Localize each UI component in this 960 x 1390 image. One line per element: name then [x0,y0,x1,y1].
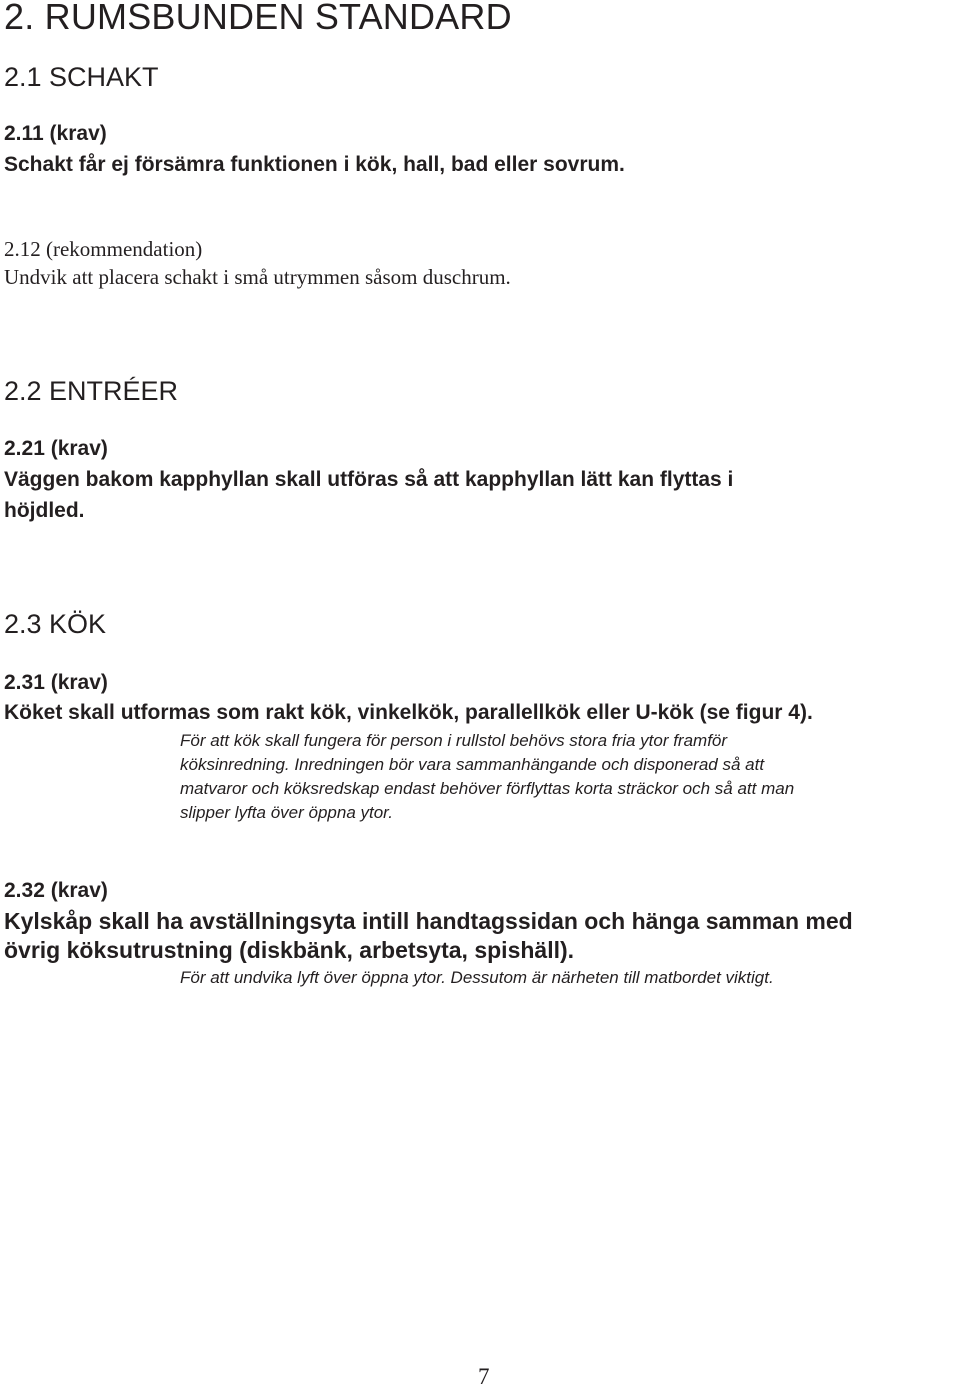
section-heading-kok: 2.3 KÖK [4,609,107,639]
page-number: 7 [478,1364,490,1389]
req-2-32-text-line1: Kylskåp skall ha avställningsyta intill handtagssidan och hänga samman med [4,908,853,934]
req-2-32-note: För att undvika lyft över öppna ytor. Dessutom är närheten till matbordet viktigt. [180,968,774,987]
section-heading-entreer: 2.2 ENTRÉER [4,376,179,406]
req-2-21-text-line1: Väggen bakom kapphyllan skall utföras så att kapphyllan lätt kan flyttas i [4,468,734,491]
req-2-31-label: 2.31 (krav) [4,671,108,694]
req-2-31-note-line2: köksinredning. Inredningen bör vara sammanhängande och disponerad så att [180,755,765,774]
req-2-11-label: 2.11 (krav) [4,122,107,145]
rec-2-12-text: Undvik att placera schakt i små utrymmen såsom duschrum. [4,265,511,289]
req-2-32-label: 2.32 (krav) [4,879,108,902]
main-heading: 2. RUMSBUNDEN STANDARD [4,0,512,37]
req-2-21-text-line2: höjdled. [4,499,85,522]
req-2-31-text: Köket skall utformas som rakt kök, vinkelkök, parallellkök eller U-kök (se figur 4). [4,701,813,724]
req-2-31-note-line4: slipper lyfta över öppna ytor. [180,803,393,822]
req-2-11-text: Schakt får ej försämra funktionen i kök, hall, bad eller sovrum. [4,153,625,176]
req-2-21-label: 2.21 (krav) [4,437,108,460]
rec-2-12-label: 2.12 (rekommendation) [4,237,203,261]
section-heading-schakt: 2.1 SCHAKT [4,62,159,92]
req-2-32-text-line2: övrig köksutrustning (diskbänk, arbetsyta, spishäll). [4,937,575,963]
req-2-31-note-line3: matvaror och köksredskap endast behöver förflyttas korta sträckor och så att man [180,779,795,798]
req-2-31-note-line1: För att kök skall fungera för person i rullstol behövs stora fria ytor framför [180,731,728,750]
